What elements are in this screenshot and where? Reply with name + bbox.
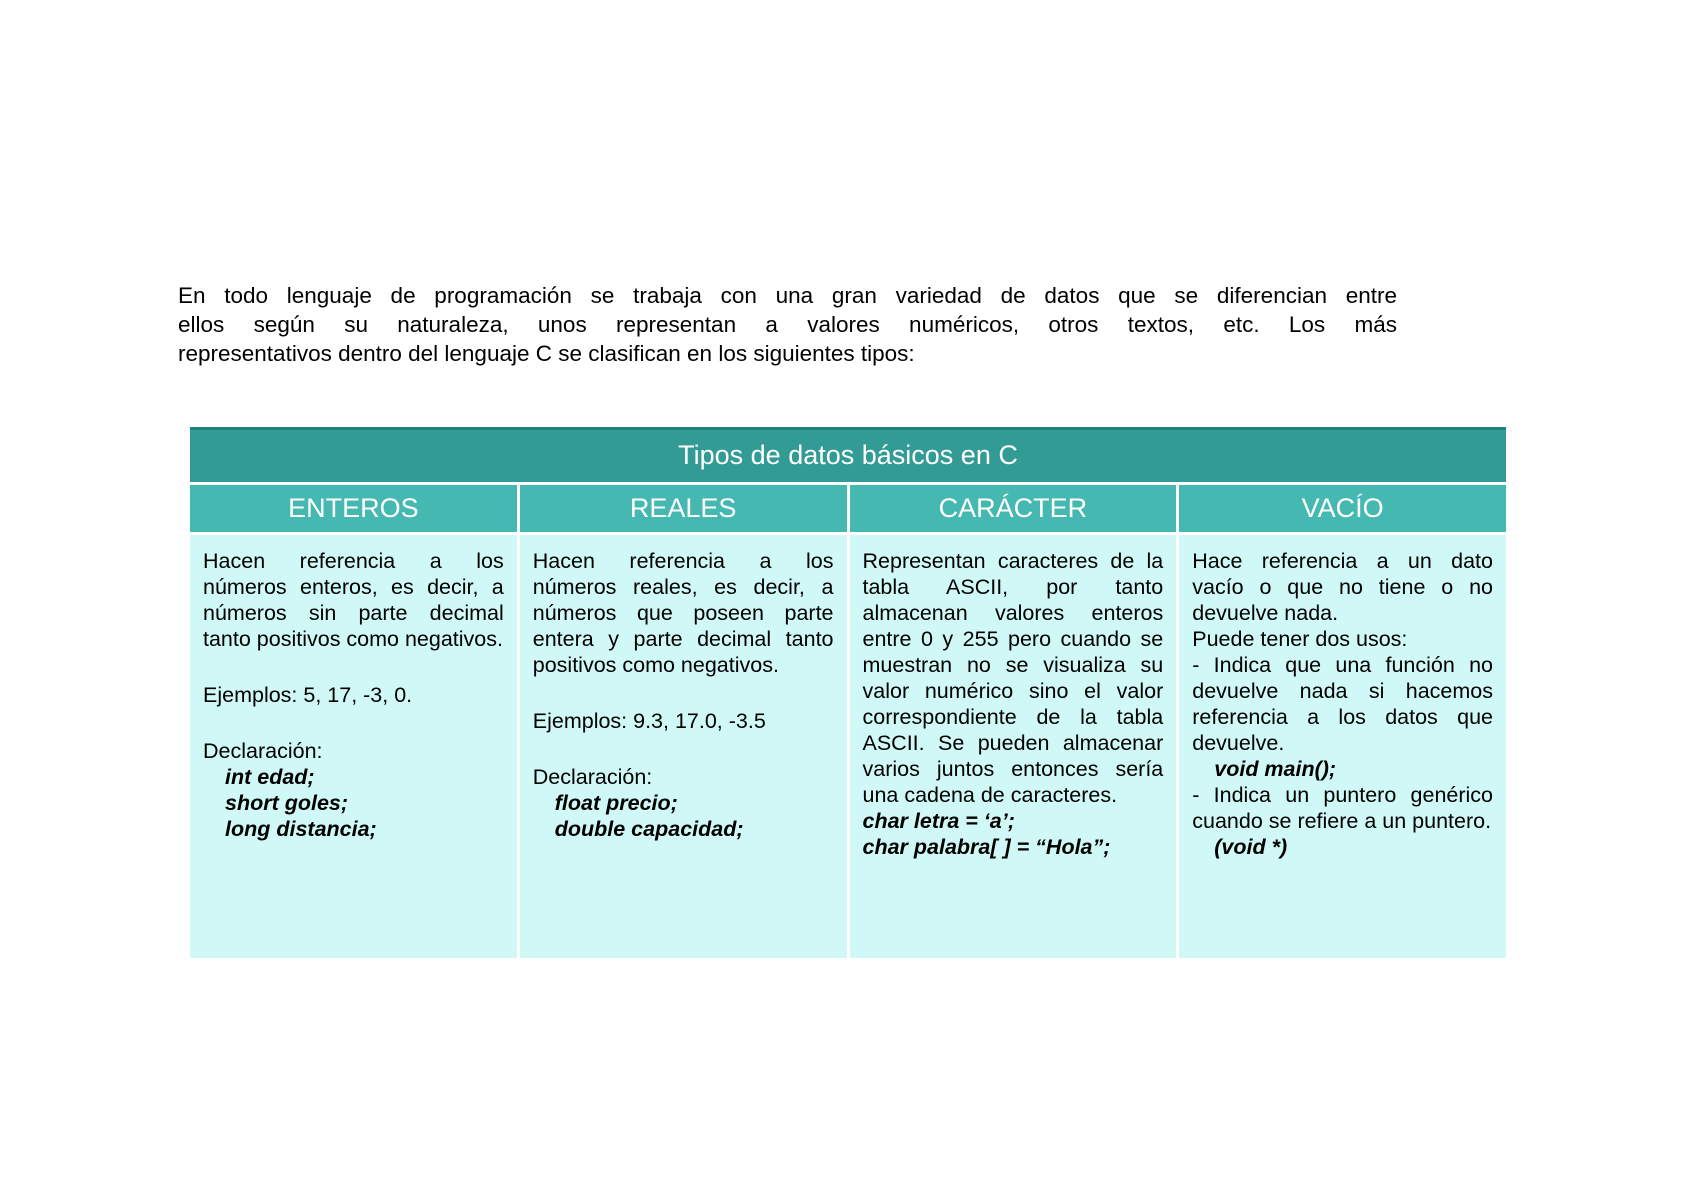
intro-paragraph bbox=[178, 281, 1397, 368]
intro-line-2: ellos según su naturaleza, unos representan a valores numéricos, otros textos, etc. Los más bbox=[178, 312, 1397, 337]
code-line: float precio; bbox=[554, 791, 678, 815]
code-line: void main(); bbox=[1214, 757, 1337, 781]
code-line: (void *) bbox=[1214, 835, 1288, 859]
cell-reales bbox=[517, 535, 847, 958]
code-line: long distancia; bbox=[225, 817, 377, 841]
intro-line-1: En todo lenguaje de programación se trabaja con una gran variedad de datos que se diferencian entre bbox=[178, 283, 1397, 308]
enteros-declaration-label: Declaración: bbox=[203, 739, 323, 763]
vacio-use-1: - Indica que una función no devuelve nada si hacemos referencia a los datos que devuelve. bbox=[1192, 653, 1493, 755]
spacer bbox=[203, 708, 504, 738]
table-title: Tipos de datos básicos en C bbox=[190, 427, 1506, 482]
code-line: int edad; bbox=[225, 765, 315, 789]
caracter-description: Representan caracteres de la tabla ASCII, por tanto almacenan valores enteros entre 0 y 255 pero cuando se muestran no se visualiza su valor numérico sino el valor correspondiente de la tabla ASCII. Se pueden almacenar varios juntos entonces sería una cadena de caracteres. bbox=[862, 549, 1164, 807]
data-types-table bbox=[190, 427, 1506, 958]
intro-line-3: representativos dentro del lenguaje C se clasifican en los siguientes tipos: bbox=[178, 341, 915, 366]
reales-description: Hacen referencia a los números reales, es decir, a números que poseen parte entera y parte decimal tanto positivos como negativos. bbox=[532, 549, 834, 677]
reales-examples: Ejemplos: 9.3, 17.0, -3.5 bbox=[532, 709, 766, 733]
code-line: char letra = ‘a’; bbox=[862, 809, 1015, 833]
vacio-use-2: - Indica un puntero genérico cuando se refiere a un puntero. bbox=[1192, 783, 1493, 833]
spacer bbox=[533, 678, 834, 708]
table-body-row bbox=[190, 532, 1506, 958]
spacer bbox=[203, 652, 504, 682]
column-header-reales: REALES bbox=[517, 485, 847, 532]
reales-declaration-label: Declaración: bbox=[532, 765, 653, 789]
code-line: short goles; bbox=[225, 791, 349, 815]
cell-enteros bbox=[190, 535, 517, 958]
enteros-description: Hacen referencia a los números enteros, es decir, a números sin parte decimal tanto positivos como negativos. bbox=[203, 549, 504, 651]
code-line: double capacidad; bbox=[554, 817, 744, 841]
spacer bbox=[533, 734, 834, 764]
cell-caracter bbox=[847, 535, 1177, 958]
column-header-caracter: CARÁCTER bbox=[847, 485, 1177, 532]
cell-vacio bbox=[1176, 535, 1506, 958]
enteros-examples: Ejemplos: 5, 17, -3, 0. bbox=[203, 683, 413, 707]
table-header-row bbox=[190, 482, 1506, 532]
vacio-description: Hace referencia a un dato vacío o que no tiene o no devuelve nada. bbox=[1192, 549, 1493, 625]
column-header-vacio: VACÍO bbox=[1176, 485, 1506, 532]
vacio-uses-label: Puede tener dos usos: bbox=[1192, 627, 1408, 651]
column-header-enteros: ENTEROS bbox=[288, 493, 419, 523]
code-line: char palabra[ ] = “Hola”; bbox=[862, 835, 1111, 859]
